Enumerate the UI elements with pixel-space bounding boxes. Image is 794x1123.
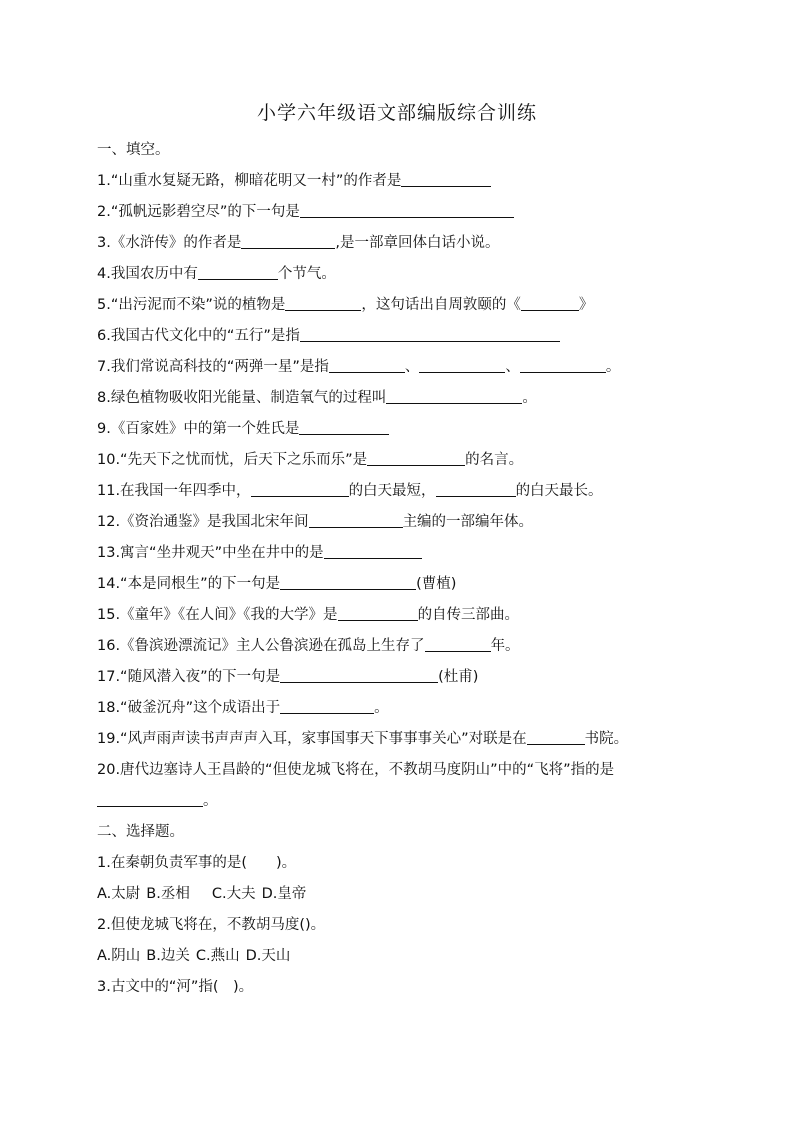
- answer-blank[interactable]: [309, 511, 403, 528]
- question-17: 17.“随风潜入夜”的下一句是 (杜甫): [97, 662, 717, 693]
- answer-blank[interactable]: [520, 356, 606, 373]
- question-10: 10.“先天下之忧而忧，后天下之乐而乐”是 的名言。: [97, 445, 717, 476]
- answer-blank[interactable]: [436, 480, 516, 497]
- question-2: 2.“孤帆远影碧空尽”的下一句是: [97, 197, 717, 228]
- option-a[interactable]: A.太尉: [97, 886, 141, 902]
- answer-blank[interactable]: [300, 325, 560, 342]
- answer-blank[interactable]: [401, 170, 491, 187]
- choice-question-3: 3.古文中的“河”指( )。: [97, 979, 254, 995]
- answer-blank[interactable]: [521, 294, 579, 311]
- question-12: 12.《资治通鉴》是我国北宋年间 主编的一部编年体。: [97, 507, 717, 538]
- answer-blank[interactable]: [280, 697, 374, 714]
- question-4: 4.我国农历中有 个节气。: [97, 259, 717, 290]
- worksheet-content: [97, 135, 717, 1003]
- answer-blank[interactable]: [241, 232, 335, 249]
- question-5: 5.“出污泥而不染”说的植物是 ，这句话出自周敦颐的《 》: [97, 290, 717, 321]
- question-19: 19.“风声雨声读书声声声入耳，家事国事天下事事事关心”对联是在 书院。: [97, 724, 717, 755]
- question-3: 3.《水浒传》的作者是 ,是一部章回体白话小说。: [97, 228, 717, 259]
- answer-blank[interactable]: [280, 573, 416, 590]
- answer-blank[interactable]: [329, 356, 405, 373]
- option-c[interactable]: C.燕山: [195, 948, 240, 964]
- question-6: 6.我国古代文化中的“五行”是指: [97, 321, 717, 352]
- option-b[interactable]: B.边关: [146, 948, 190, 964]
- answer-blank[interactable]: [300, 201, 514, 218]
- question-7: 7.我们常说高科技的“两弹一星”是指 、 、 。: [97, 352, 717, 383]
- question-8: 8.绿色植物吸收阳光能量、制造氧气的过程叫 。: [97, 383, 717, 414]
- choice-question-1: 1.在秦朝负责军事的是( )。: [97, 855, 297, 871]
- answer-blank[interactable]: [97, 790, 203, 807]
- answer-blank[interactable]: [425, 635, 491, 652]
- answer-blank[interactable]: [280, 666, 438, 683]
- answer-blank[interactable]: [419, 356, 505, 373]
- answer-blank[interactable]: [338, 604, 418, 621]
- choice-question-2-options: [97, 941, 717, 972]
- option-d[interactable]: D.皇帝: [261, 886, 307, 902]
- page-title: 小学六年级语文部编版综合训练: [256, 102, 537, 124]
- question-15: 15.《童年》《在人间》《我的大学》是 的自传三部曲。: [97, 600, 717, 631]
- question-20-continued: 。: [97, 786, 717, 817]
- option-b[interactable]: B.丞相: [146, 886, 190, 902]
- question-20: 20.唐代边塞诗人王昌龄的“但使龙城飞将在，不教胡马度阴山”中的“飞将”指的是: [97, 762, 615, 778]
- option-a[interactable]: A.阴山: [97, 948, 141, 964]
- answer-blank[interactable]: [527, 728, 585, 745]
- question-9: 9.《百家姓》中的第一个姓氏是: [97, 414, 717, 445]
- question-1: 1.“山重水复疑无路，柳暗花明又一村”的作者是: [97, 166, 717, 197]
- answer-blank[interactable]: [285, 294, 361, 311]
- question-11: 11.在我国一年四季中， 的白天最短， 的白天最长。: [97, 476, 717, 507]
- answer-blank[interactable]: [386, 387, 522, 404]
- option-c[interactable]: C.大夫: [211, 886, 256, 902]
- answer-blank[interactable]: [251, 480, 349, 497]
- option-d[interactable]: D.天山: [245, 948, 291, 964]
- answer-blank[interactable]: [198, 263, 278, 280]
- section-heading-fill-in: 一、填空。: [97, 142, 170, 158]
- answer-blank[interactable]: [299, 418, 389, 435]
- answer-blank[interactable]: [324, 542, 422, 559]
- question-13: 13.寓言“坐井观天”中坐在井中的是: [97, 538, 717, 569]
- choice-question-1-options: [97, 879, 717, 910]
- answer-blank[interactable]: [367, 449, 465, 466]
- question-18: 18.“破釜沉舟”这个成语出于 。: [97, 693, 717, 724]
- choice-question-2: 2.但使龙城飞将在，不教胡马度()。: [97, 917, 326, 933]
- section-heading-multiple-choice: 二、选择题。: [97, 824, 184, 840]
- question-16: 16.《鲁滨逊漂流记》主人公鲁滨逊在孤岛上生存了 年。: [97, 631, 717, 662]
- question-14: 14.“本是同根生”的下一句是 (曹植): [97, 569, 717, 600]
